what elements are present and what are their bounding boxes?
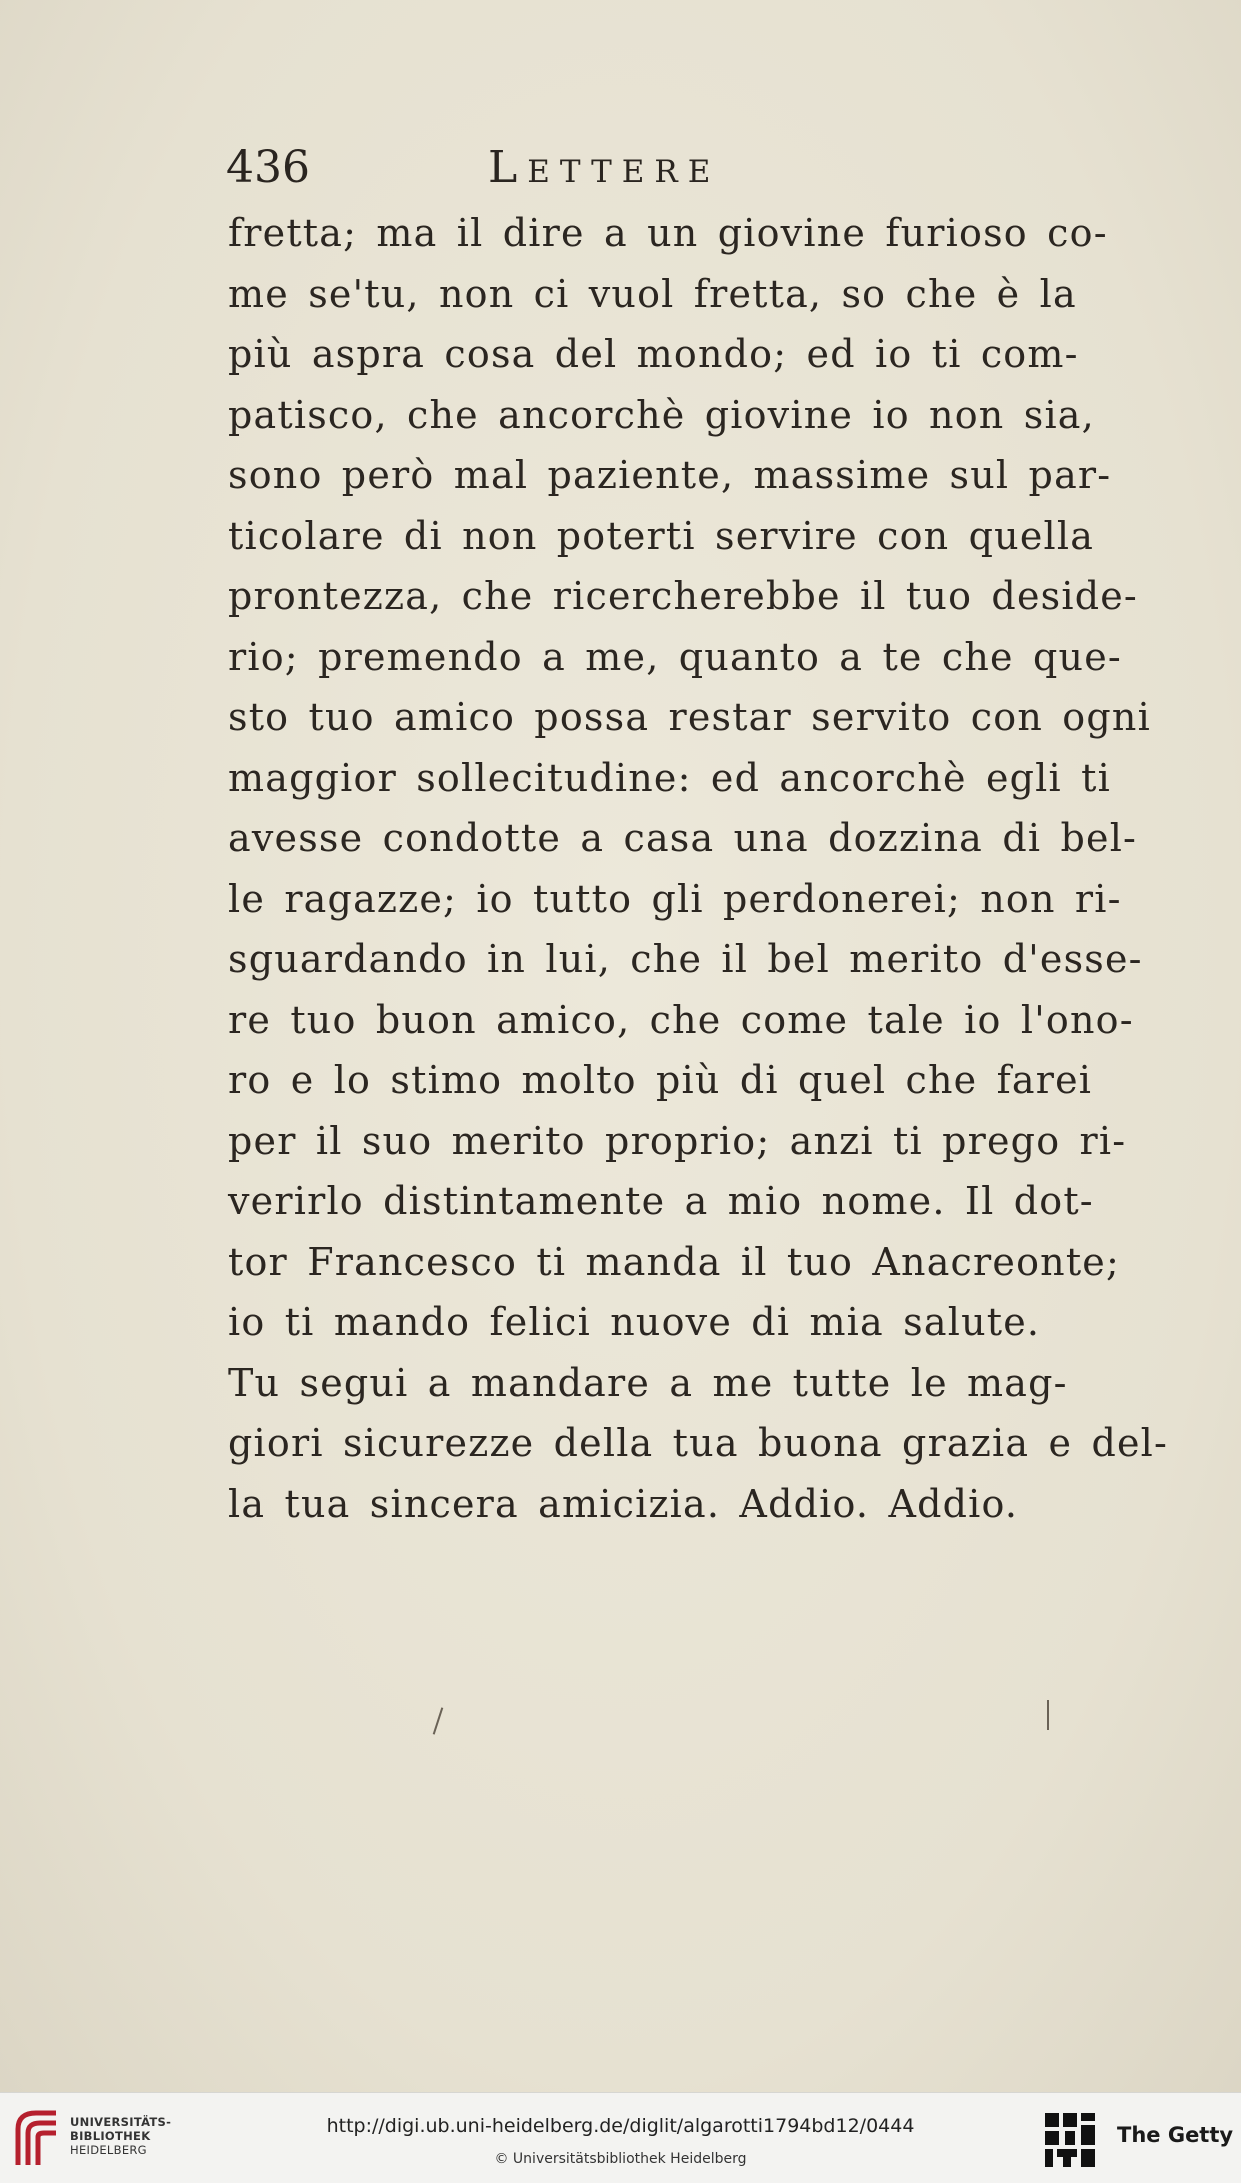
text-line: la tua sincera amicizia. Addio. Addio.: [228, 1481, 1019, 1526]
library-name-line: BIBLIOTHEK: [70, 2129, 151, 2143]
text-line: prontezza, che ricercherebbe il tuo deside-: [228, 574, 1138, 618]
text-line: sono però mal paziente, massime sul par-: [228, 453, 1112, 497]
text-line: sguardando in lui, che il bel merito d'esse-: [228, 937, 1143, 981]
text-line: fretta; ma il dire a un giovine furioso co-: [228, 211, 1108, 255]
permalink-url[interactable]: http://digi.ub.uni-heidelberg.de/diglit/algarotti1794bd12/0444: [326, 2115, 915, 2137]
text-line: maggior sollecitudine: ed ancorchè egli ti: [228, 755, 1111, 800]
footer-bar: [0, 2092, 1241, 2183]
stray-mark: [1047, 1700, 1049, 1730]
text-line: re tuo buon amico, che come tale io l'ono-: [228, 997, 1134, 1042]
text-line: le ragazze; io tutto gli perdonerei; non ri-: [228, 876, 1122, 921]
sponsor-name: The Getty: [1117, 2123, 1234, 2147]
library-name-line: HEIDELBERG: [70, 2143, 147, 2157]
text-line: rio; premendo a me, quanto a te che que-: [228, 634, 1122, 679]
letter-text: [228, 203, 1169, 1534]
text-line: più aspra cosa del mondo; ed io ti com-: [228, 332, 1079, 376]
library-name-line: UNIVERSITÄTS-: [70, 2115, 172, 2129]
text-line: me se'tu, non ci vuol fretta, so che è la: [228, 271, 1077, 316]
copyright-notice: © Universitätsbibliothek Heidelberg: [494, 2151, 747, 2167]
text-line: giori sicurezze della tua buona grazia e del-: [228, 1421, 1169, 1465]
text-line: patisco, che ancorchè giovine io non sia,: [228, 392, 1095, 437]
stray-mark: [433, 1707, 444, 1734]
text-line: io ti mando felici nuove di mia salute.: [228, 1300, 1041, 1344]
text-line: tor Francesco ti manda il tuo Anacreonte;: [228, 1239, 1120, 1284]
page-header: [226, 138, 906, 198]
text-line: ro e lo stimo molto più di quel che farei: [228, 1058, 1093, 1102]
getty-logo-icon: [1043, 2111, 1098, 2169]
text-line: verirlo distintamente a mio nome. Il dot-: [228, 1179, 1094, 1223]
text-line: avesse condotte a casa una dozzina di bel-: [228, 816, 1138, 860]
text-line: Tu segui a mandare a me tutte le mag-: [228, 1360, 1068, 1405]
running-head: Lettere: [488, 142, 721, 193]
text-line: sto tuo amico possa restar servito con ogni: [228, 695, 1151, 739]
text-line: ticolare di non poterti servire con quella: [228, 513, 1095, 558]
text-line: per il suo merito proprio; anzi ti prego ri-: [228, 1118, 1127, 1163]
page-number: 436: [226, 142, 310, 193]
